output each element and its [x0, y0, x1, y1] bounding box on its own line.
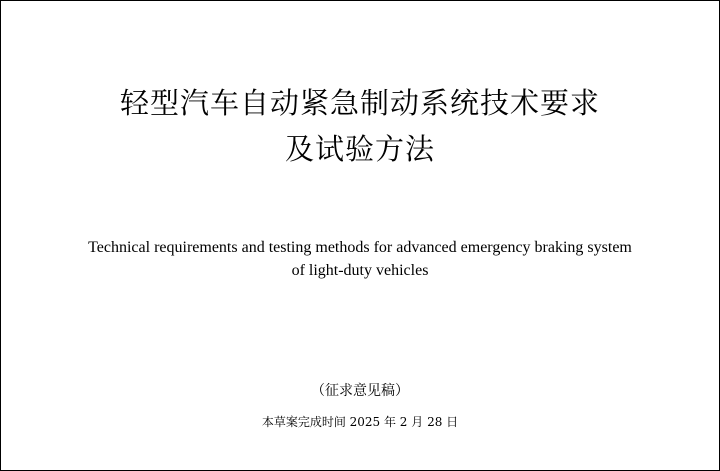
draft-status-label: （征求意见稿）: [311, 383, 409, 399]
chinese-title-line-2: 及试验方法: [284, 132, 435, 166]
completion-date: 本草案完成时间 2025 年 2 月 28 日: [261, 415, 459, 429]
chinese-title-line-1: 轻型汽车自动紧急制动系统技术要求: [119, 86, 600, 120]
english-title-line-1: Technical requirements and testing methods for advanced emergency braking system: [88, 239, 632, 256]
english-title-line-2: of light-duty vehicles: [291, 262, 429, 279]
